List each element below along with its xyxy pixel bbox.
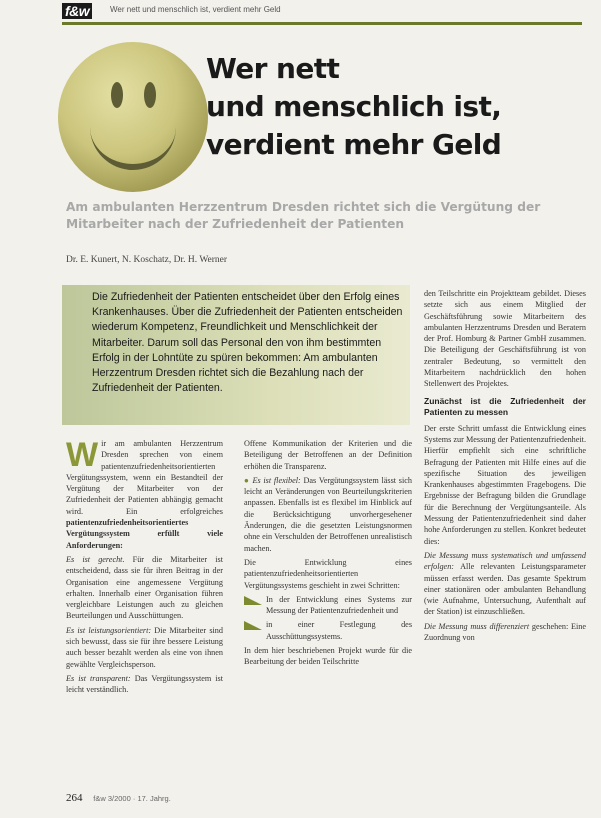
col2-paragraph-3: Die Entwicklung eines patientenzufriedenheitsorientierten Vergütungssystems geschieht in zwei Schritten: — [244, 557, 412, 590]
triangle-marker-icon — [244, 621, 262, 630]
article-authors: Dr. E. Kunert, N. Koschatz, Dr. H. Werner — [66, 255, 228, 265]
title-line-2: und menschlich ist, — [206, 90, 502, 123]
step-2: in einer Festlegung des Ausschüttungssystems. — [244, 619, 412, 642]
article-subtitle: Am ambulanten Herzzentrum Dresden richtet sich die Vergütung der Mitarbeiter nach der Zufriedenheit der Patienten — [66, 200, 541, 231]
title-line-3: verdient mehr Geld — [206, 128, 502, 161]
title-line-1: Wer nett — [206, 52, 340, 85]
article-title — [206, 50, 586, 164]
left-eye — [111, 82, 123, 108]
drop-cap: W — [66, 436, 99, 474]
col2-paragraph-4: In dem hier beschriebenen Projekt wurde für die Bearbeitung der beiden Teilschritte — [244, 646, 412, 667]
smile-mouth — [90, 124, 176, 170]
triangle-marker-icon — [244, 596, 262, 605]
header-rule — [62, 22, 582, 25]
page-header — [0, 0, 601, 28]
col2-paragraph-2: ● Es ist flexibel: Das Vergütungssystem lässt sich leicht an Veränderungen von Beurteilungskriterien anpassen. Ebenfalls ist es flexibel im Hinblick auf die Berücksichtigung unvorhergesehener Änderungen, die die gesetzten Leistungsnormen ohne ein Verschulden der Betroffenen unrealistisch machen. — [244, 475, 412, 553]
column-3 — [424, 288, 586, 646]
col1-paragraph-4: Es ist transparent: Das Vergütungssystem ist leicht verständlich. — [66, 673, 224, 695]
col1-paragraph-3: Es ist leistungsorientiert: Die Mitarbeiter sind sich bewusst, dass sie für ihre bessere Leistung auch besser bezahlt werden als eine von ihnen gewählte Vergleichsperson. — [66, 625, 223, 669]
column-1 — [66, 438, 223, 699]
col3-paragraph-3: Die Messung muss systematisch und umfassend erfolgen: Alle relevanten Leistungsparameter müssen erfasst werden. Das gesamte Spektrum einer stationären oder ambulanten Behandlung (wie Aufnahme, Untersuchung, Aufenthalt auf der Station) ist einzuschließen. — [424, 550, 586, 617]
col3-paragraph-1: den Teilschritte ein Projektteam gebildet. Dieses setzte sich aus einem Mitglied der Geschäftsführung sowie Mitarbeitern des ambulanten Herzzentrums Dresden und Beratern der Prof. Homburg & Partner GmbH zusammen. Die Beteiligung der Geschäftsführung ist von zentraler Bedeutung, so vermittelt den Mitarbeitern nachdrücklich den hohen Stellenwert des Projektes. — [424, 289, 586, 389]
journal-logo: f&w — [62, 3, 92, 19]
col1-paragraph-1: Wir am ambulanten Herzzentrum Dresden sprechen von einem patientenzufriedenheitsorientierten Vergütungssystem, wenn ein Bestandteil der Vergütung der Mitarbeiter von der Zufriedenheit der Patienten abhängig gemacht wird. Ein erfolgreiches patientenzufriedenheitsorientiertes Vergütungssystem erfüllt viele Anforderungen: — [66, 436, 223, 550]
section-heading: Zunächst ist die Zufriedenheit der Patienten zu messen — [424, 395, 586, 418]
page-footer — [66, 792, 171, 804]
bullet-dot: ● — [244, 475, 250, 485]
right-eye — [144, 82, 156, 108]
col1-paragraph-2: Es ist gerecht. Für die Mitarbeiter ist entscheidend, dass sie für ihren Beitrag in der Organisation eine angemessene Vergütung erhalten. Innerhalb einer Organisation führen vergleichbare Leistungen auch zu gleichen Beurteilungen und Ausschüttungen. — [66, 554, 223, 621]
col3-paragraph-4: Die Messung muss differenziert geschehen: Eine Zuordnung von — [424, 621, 586, 643]
col2-paragraph-1: Offene Kommunikation der Kriterien und die Beteiligung der Betroffenen an der Definition erhöhen die Transparenz. — [244, 439, 412, 471]
col1-bold-text: patientenzufriedenheitsorientiertes Vergütungssystem erfüllt viele Anforderungen: — [66, 518, 223, 550]
column-2 — [244, 438, 412, 671]
journal-source: f&w 3/2000 · 17. Jahrg. — [93, 794, 171, 803]
col3-paragraph-2: Der erste Schritt umfasst die Entwicklung eines Systems zur Messung der Patientenzufriedenheit. Hierfür empfiehlt sich eine schriftliche Befragung der Patienten mit Hilfe eines auf die spezifische Situation des jeweiligen Krankenhauses abgestimmten Fragebogens. Die Ergebnisse der Befragung bilden die Grundlage für die Berechnung der Vergütungsanteile. Als Messung der Patientenzufriedenheit sind daher hohe Anforderungen zu stellen. Konkret bedeutet dies: — [424, 423, 586, 546]
article-intro: Die Zufriedenheit der Patienten entscheidet über den Erfolg eines Krankenhauses. Über die Zufriedenheit der Patienten entscheiden wiederum Kompetenz, Freundlichkeit und Menschlichkeit der Mitarbeiter. Darum soll das Personal den von ihm bestimmten Erfolg in der Lohntüte zu spüren bekommen: Am ambulanten Herzzentrum Dresden richtet sich die Bezahlung nach der Zufriedenheit der Patienten. — [92, 291, 403, 395]
smiley-face-icon — [58, 42, 208, 192]
page-number: 264 — [66, 792, 83, 804]
step-1: In der Entwicklung eines Systems zur Messung der Patientenzufriedenheit und — [244, 594, 412, 617]
running-title: Wer nett und menschlich ist, verdient mehr Geld — [110, 5, 281, 14]
